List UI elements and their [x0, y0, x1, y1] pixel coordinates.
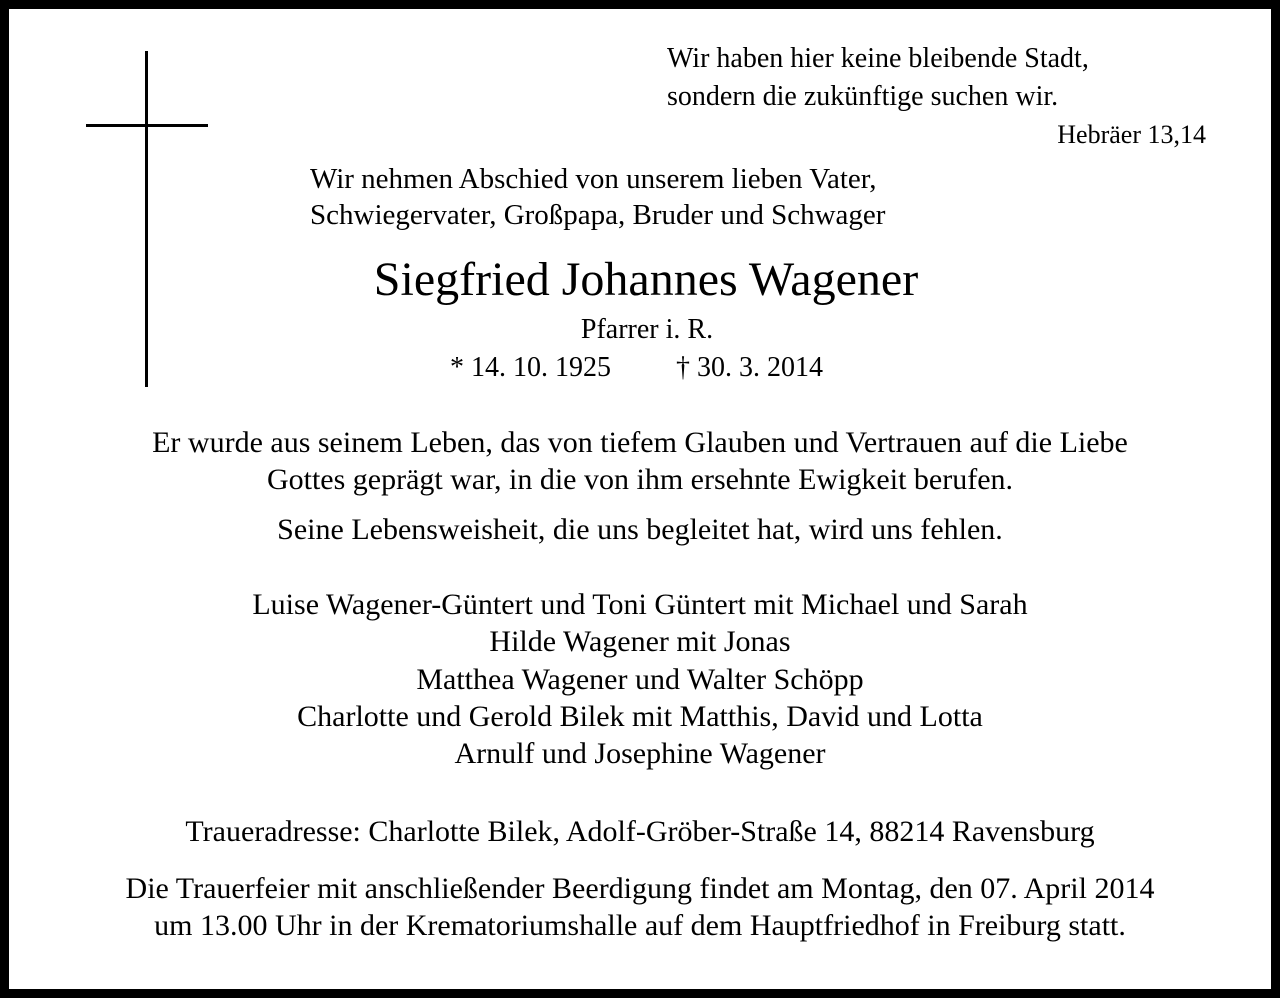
intro-line-2: Schwiegervater, Großpapa, Bruder und Schwager	[310, 199, 886, 231]
mourning-address: Traueradresse: Charlotte Bilek, Adolf-Gröber-Straße 14, 88214 Ravensburg	[185, 815, 1095, 848]
cross-icon-bar	[86, 124, 208, 127]
deceased-title: Pfarrer i. R.	[580, 314, 714, 345]
quote-line-1: Wir haben hier keine bleibende Stadt,	[667, 43, 1089, 74]
family-line-2: Hilde Wagener mit Jonas	[489, 625, 791, 658]
ceremony-line-2: um 13.00 Uhr in der Krematoriumshalle auf dem Hauptfriedhof in Freiburg statt.	[154, 909, 1126, 942]
birth-date: * 14. 10. 1925	[450, 352, 611, 383]
body-line-3: Seine Lebensweisheit, die uns begleitet hat, wird uns fehlen.	[277, 513, 1003, 546]
intro-line-1: Wir nehmen Abschied von unserem lieben Vater,	[310, 163, 877, 195]
family-line-4: Charlotte und Gerold Bilek mit Matthis, David und Lotta	[297, 700, 983, 733]
body-line-2: Gottes geprägt war, in die von ihm ersehnte Ewigkeit berufen.	[266, 463, 1014, 496]
family-line-1: Luise Wagener-Güntert und Toni Güntert mit Michael und Sarah	[252, 588, 1028, 621]
family-line-3: Matthea Wagener und Walter Schöpp	[416, 663, 864, 696]
quote-line-2: sondern die zukünftige suchen wir.	[667, 81, 1059, 112]
deceased-name: Siegfried Johannes Wagener	[373, 253, 919, 306]
death-date: † 30. 3. 2014	[676, 352, 823, 383]
ceremony-line-1: Die Trauerfeier mit anschließender Beerdigung findet am Montag, den 07. April 2014	[125, 872, 1155, 905]
family-line-5: Arnulf und Josephine Wagener	[454, 737, 826, 770]
body-line-1: Er wurde aus seinem Leben, das von tiefem Glauben und Vertrauen auf die Liebe	[152, 426, 1128, 459]
quote-reference: Hebräer 13,14	[1057, 120, 1206, 149]
